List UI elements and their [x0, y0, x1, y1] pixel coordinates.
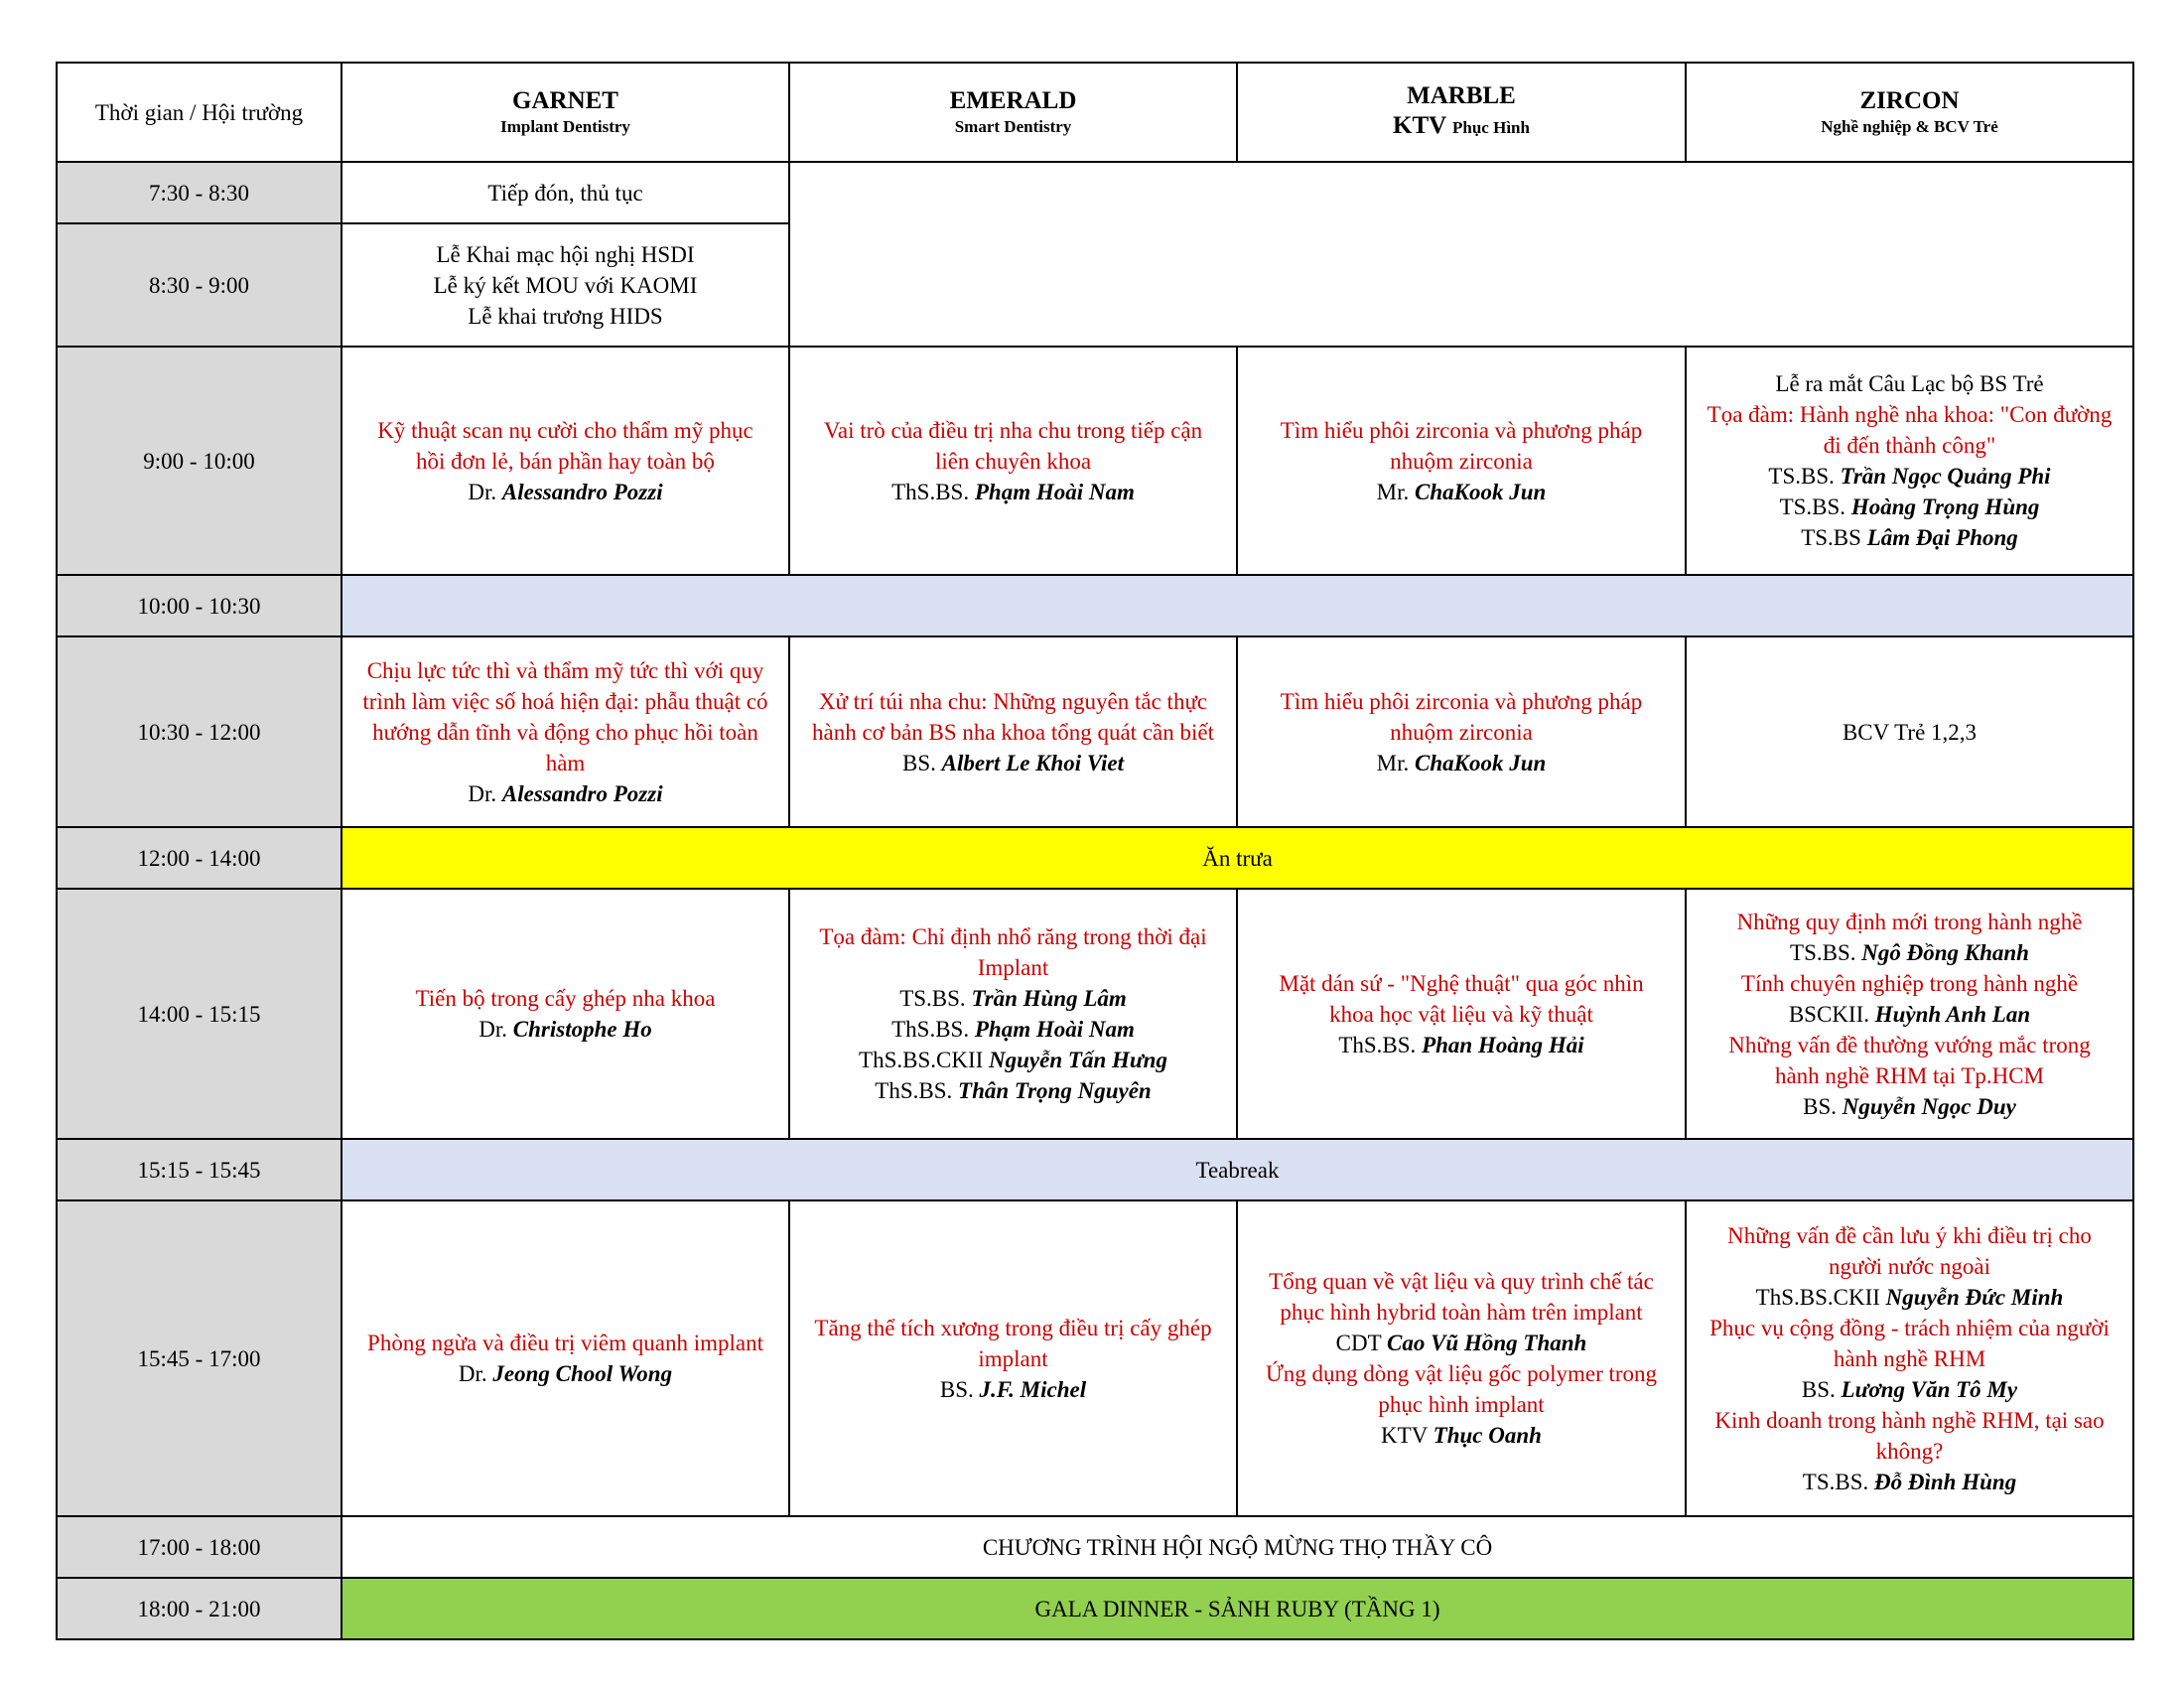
schedule-row — [57, 1200, 2133, 1516]
session-cell — [341, 1200, 789, 1516]
session-title: Những quy định mới trong hành nghề — [1736, 909, 2083, 934]
speaker-prefix: ThS.BS. — [1338, 1032, 1417, 1057]
hall-topic-ktv: KTV — [1393, 112, 1446, 139]
speaker-name: Trần Ngọc Quảng Phi — [1840, 464, 2051, 489]
schedule-row — [57, 347, 2133, 575]
session-title: Implant — [977, 955, 1049, 980]
session-title: khoa học vật liệu và kỹ thuật — [1329, 1001, 1593, 1027]
speaker-prefix: Mr. — [1376, 750, 1410, 775]
schedule-row — [57, 162, 2133, 223]
speaker-prefix: BS. — [1801, 1376, 1836, 1402]
time-slot: 7:30 - 8:30 — [57, 162, 341, 223]
session-cell — [789, 889, 1237, 1139]
gala-cell: GALA DINNER - SẢNH RUBY (TẦNG 1) — [341, 1578, 2133, 1639]
schedule-row — [57, 1139, 2133, 1200]
session-cell — [1237, 889, 1686, 1139]
speaker-name: Albert Le Khoi Viet — [941, 750, 1124, 775]
teabreak-cell: Teabreak — [341, 1139, 2133, 1200]
speaker-name: Phan Hoàng Hải — [1422, 1032, 1584, 1057]
session-title: Tăng thể tích xương trong điều trị cấy ghép — [814, 1315, 1212, 1340]
speaker-name: Alessandro Pozzi — [501, 479, 663, 504]
speaker-prefix: BS. — [901, 750, 936, 775]
speaker — [1244, 748, 1679, 778]
speaker-prefix: BSCKII. — [1788, 1001, 1869, 1027]
hall-name: MARBLE — [1407, 82, 1516, 109]
speaker — [348, 477, 782, 507]
time-slot: 10:00 - 10:30 — [57, 575, 341, 636]
speaker-name: Hoàng Trọng Hùng — [1850, 494, 2040, 519]
speaker-prefix: BS. — [939, 1376, 974, 1402]
speaker-name: Jeong Chool Wong — [492, 1361, 673, 1386]
session-cell — [1237, 347, 1686, 575]
hall-topic: Implant Dentistry — [500, 117, 630, 136]
speaker — [1693, 1282, 2126, 1313]
time-slot: 18:00 - 21:00 — [57, 1578, 341, 1639]
speaker-prefix: TS.BS. — [1779, 494, 1846, 519]
speaker-name: Trần Hùng Lâm — [971, 986, 1127, 1011]
session-title: hành cơ bản BS nha khoa tổng quát cần biết — [812, 719, 1214, 745]
speaker-prefix: Dr. — [468, 780, 497, 806]
speaker-prefix: Dr. — [468, 479, 497, 504]
schedule-row — [57, 889, 2133, 1139]
session-title: Chịu lực tức thì và thẩm mỹ tức thì với quy — [366, 657, 764, 683]
hall-garnet-header — [341, 63, 789, 162]
speaker-prefix: Dr. — [478, 1017, 508, 1042]
speaker-prefix: ThS.BS. — [875, 1078, 953, 1103]
session-title: hành nghề RHM tại Tp.HCM — [1774, 1062, 2045, 1088]
speaker-name: ChaKook Jun — [1415, 750, 1547, 775]
session-title: Tìm hiểu phôi zirconia và phương pháp — [1280, 417, 1643, 443]
reunion-cell: CHƯƠNG TRÌNH HỘI NGỘ MỪNG THỌ THẦY CÔ — [341, 1516, 2133, 1578]
session-title: trình làm việc số hoá hiện đại: phẫu thuật có — [362, 688, 768, 714]
empty-cell — [789, 162, 2133, 347]
speaker-name: Thân Trọng Nguyên — [958, 1078, 1152, 1103]
session-cell: Tiếp đón, thủ tục — [341, 162, 789, 223]
session-cell — [341, 347, 789, 575]
session-title: hướng dẫn tĩnh và động cho phục hồi toàn — [372, 719, 758, 745]
session-title: Phòng ngừa và điều trị viêm quanh implant — [367, 1331, 763, 1355]
speaker-name: Nguyễn Đức Minh — [1885, 1284, 2064, 1310]
session-title: Kinh doanh trong hành nghề RHM, tại sao — [1714, 1407, 2105, 1433]
session-title: người nước ngoài — [1829, 1253, 1990, 1279]
speaker — [1693, 1467, 2126, 1497]
session-cell — [1237, 636, 1686, 827]
speaker-name: Lâm Đại Phong — [1866, 525, 2018, 550]
session-title: hành nghề RHM — [1833, 1345, 1986, 1371]
header-row — [57, 63, 2133, 162]
speaker-prefix: TS.BS. — [899, 986, 966, 1011]
speaker-prefix: Dr. — [458, 1361, 487, 1386]
session-cell — [789, 347, 1237, 575]
speaker-name: Alessandro Pozzi — [501, 780, 663, 806]
session-title: Tìm hiểu phôi zirconia và phương pháp — [1280, 688, 1643, 714]
speaker — [1693, 937, 2126, 968]
speaker — [796, 477, 1230, 507]
session-line: Lễ ra mắt Câu Lạc bộ BS Trẻ — [1775, 371, 2044, 396]
session-cell — [789, 636, 1237, 827]
speaker — [796, 983, 1230, 1014]
session-title: Tiến bộ trong cấy ghép nha khoa — [415, 986, 716, 1011]
speaker-name: Ngô Đồng Khanh — [1861, 939, 2029, 965]
schedule-row — [57, 1516, 2133, 1578]
session-title: nhuộm zirconia — [1390, 448, 1533, 474]
time-slot: 14:00 - 15:15 — [57, 889, 341, 1139]
session-title: Kỹ thuật scan nụ cười cho thẩm mỹ phục — [377, 417, 753, 443]
session-cell — [341, 636, 789, 827]
speaker-name: Cao Vũ Hồng Thanh — [1387, 1331, 1587, 1355]
speaker — [1693, 461, 2126, 492]
speaker-name: Phạm Hoài Nam — [974, 479, 1135, 504]
speaker — [1244, 1328, 1679, 1358]
hall-name: GARNET — [512, 87, 618, 114]
speaker-prefix: ThS.BS.CKII — [859, 1048, 984, 1072]
speaker — [796, 1374, 1230, 1405]
session-title: Ứng dụng dòng vật liệu gốc polymer trong — [1265, 1361, 1658, 1386]
speaker — [796, 1014, 1230, 1045]
session-cell — [1686, 347, 2133, 575]
speaker — [1693, 1091, 2126, 1122]
session-title: Tổng quan về vật liệu và quy trình chế tác — [1269, 1269, 1654, 1294]
schedule-row — [57, 636, 2133, 827]
session-title: Tọa đàm: Hành nghề nha khoa: "Con đường — [1706, 402, 2113, 427]
speaker — [348, 1358, 782, 1389]
lunch-cell: Ăn trưa — [341, 827, 2133, 889]
time-slot: 12:00 - 14:00 — [57, 827, 341, 889]
session-title: Những vấn đề thường vướng mắc trong — [1728, 1032, 2091, 1057]
speaker — [1693, 522, 2126, 553]
session-cell — [1237, 1200, 1686, 1516]
speaker-prefix: BS. — [1803, 1093, 1838, 1119]
session-title: liên chuyên khoa — [934, 448, 1092, 474]
speaker-name: Lương Văn Tô My — [1841, 1376, 2018, 1402]
schedule-row — [57, 1578, 2133, 1639]
session-cell — [341, 889, 789, 1139]
session-title: nhuộm zirconia — [1390, 719, 1533, 745]
speaker — [1244, 477, 1679, 507]
hall-marble-header — [1237, 63, 1686, 162]
speaker-prefix: CDT — [1335, 1331, 1382, 1355]
speaker-prefix: TS.BS. — [1790, 939, 1856, 965]
speaker-name: J.F. Michel — [979, 1376, 1087, 1402]
speaker — [1244, 1420, 1679, 1451]
time-slot: 10:30 - 12:00 — [57, 636, 341, 827]
speaker — [1244, 1030, 1679, 1060]
speaker-prefix: ThS.BS. — [891, 479, 970, 504]
conference-schedule-table — [56, 62, 2134, 1640]
speaker — [1693, 492, 2126, 522]
time-slot: 17:00 - 18:00 — [57, 1516, 341, 1578]
session-title: Mặt dán sứ - "Nghệ thuật" qua góc nhìn — [1279, 970, 1644, 996]
hall-topic — [1244, 111, 1679, 143]
time-slot: 9:00 - 10:00 — [57, 347, 341, 575]
time-slot: 8:30 - 9:00 — [57, 223, 341, 347]
session-title: hàm — [545, 750, 586, 775]
session-line: Lễ Khai mạc hội nghị HSDI — [436, 241, 695, 267]
speaker — [1693, 1374, 2126, 1405]
hall-topic: Smart Dentistry — [954, 117, 1072, 136]
hall-topic-rest: Phục Hình — [1452, 118, 1530, 137]
session-title: không? — [1875, 1438, 1944, 1464]
session-line: Lễ khai trương HIDS — [468, 303, 663, 329]
schedule-row — [57, 575, 2133, 636]
schedule-row — [57, 827, 2133, 889]
speaker-name: Đỗ Đình Hùng — [1874, 1469, 2017, 1494]
speaker — [348, 1014, 782, 1045]
session-title: hồi đơn lẻ, bán phần hay toàn bộ — [416, 448, 715, 474]
session-line: Lễ ký kết MOU với KAOMI — [433, 272, 698, 298]
hall-name: ZIRCON — [1859, 87, 1960, 114]
speaker-name: ChaKook Jun — [1415, 479, 1547, 504]
speaker — [348, 778, 782, 809]
time-hall-header: Thời gian / Hội trường — [57, 63, 341, 162]
speaker — [796, 748, 1230, 778]
session-title: Những vấn đề cần lưu ý khi điều trị cho — [1727, 1222, 2092, 1248]
session-title: phục hình implant — [1378, 1392, 1545, 1417]
speaker-prefix: TS.BS — [1801, 525, 1861, 550]
speaker-name: Christophe Ho — [512, 1017, 652, 1042]
session-title: implant — [978, 1345, 1048, 1371]
session-title: Xử trí túi nha chu: Những nguyên tắc thực — [818, 688, 1208, 714]
time-slot: 15:45 - 17:00 — [57, 1200, 341, 1516]
speaker-prefix: TS.BS. — [1768, 464, 1835, 489]
session-title: đi đến thành công" — [1823, 433, 1996, 458]
hall-topic: Nghề nghiệp & BCV Trẻ — [1821, 117, 1998, 136]
hall-name: EMERALD — [949, 87, 1077, 114]
speaker-prefix: ThS.BS. — [891, 1017, 970, 1042]
time-slot: 15:15 - 15:45 — [57, 1139, 341, 1200]
speaker-prefix: TS.BS. — [1802, 1469, 1869, 1494]
session-title: Phục vụ cộng đồng - trách nhiệm của người — [1709, 1315, 2110, 1340]
session-cell — [789, 1200, 1237, 1516]
hall-zircon-header — [1686, 63, 2133, 162]
speaker-prefix: Mr. — [1376, 479, 1410, 504]
speaker-name: Thục Oanh — [1433, 1423, 1542, 1448]
speaker-name: Nguyễn Tấn Hưng — [989, 1048, 1167, 1072]
hall-emerald-header — [789, 63, 1237, 162]
session-title: Vai trò của điều trị nha chu trong tiếp cận — [823, 417, 1203, 443]
speaker — [796, 1045, 1230, 1075]
session-cell — [1686, 1200, 2133, 1516]
speaker — [1693, 999, 2126, 1030]
session-cell: BCV Trẻ 1,2,3 — [1686, 636, 2133, 827]
speaker-prefix: ThS.BS.CKII — [1755, 1284, 1880, 1310]
session-title: phục hình hybrid toàn hàm trên implant — [1280, 1300, 1643, 1325]
speaker-name: Phạm Hoài Nam — [974, 1017, 1135, 1042]
break-cell — [341, 575, 2133, 636]
speaker-prefix: KTV — [1381, 1423, 1428, 1448]
speaker-name: Nguyễn Ngọc Duy — [1842, 1093, 2016, 1119]
speaker — [796, 1075, 1230, 1106]
session-cell — [1686, 889, 2133, 1139]
session-cell — [341, 223, 789, 347]
session-title: Tính chuyên nghiệp trong hành nghề — [1740, 970, 2079, 996]
session-title: Tọa đàm: Chỉ định nhổ răng trong thời đại — [819, 924, 1207, 949]
speaker-name: Huỳnh Anh Lan — [1874, 1001, 2031, 1027]
